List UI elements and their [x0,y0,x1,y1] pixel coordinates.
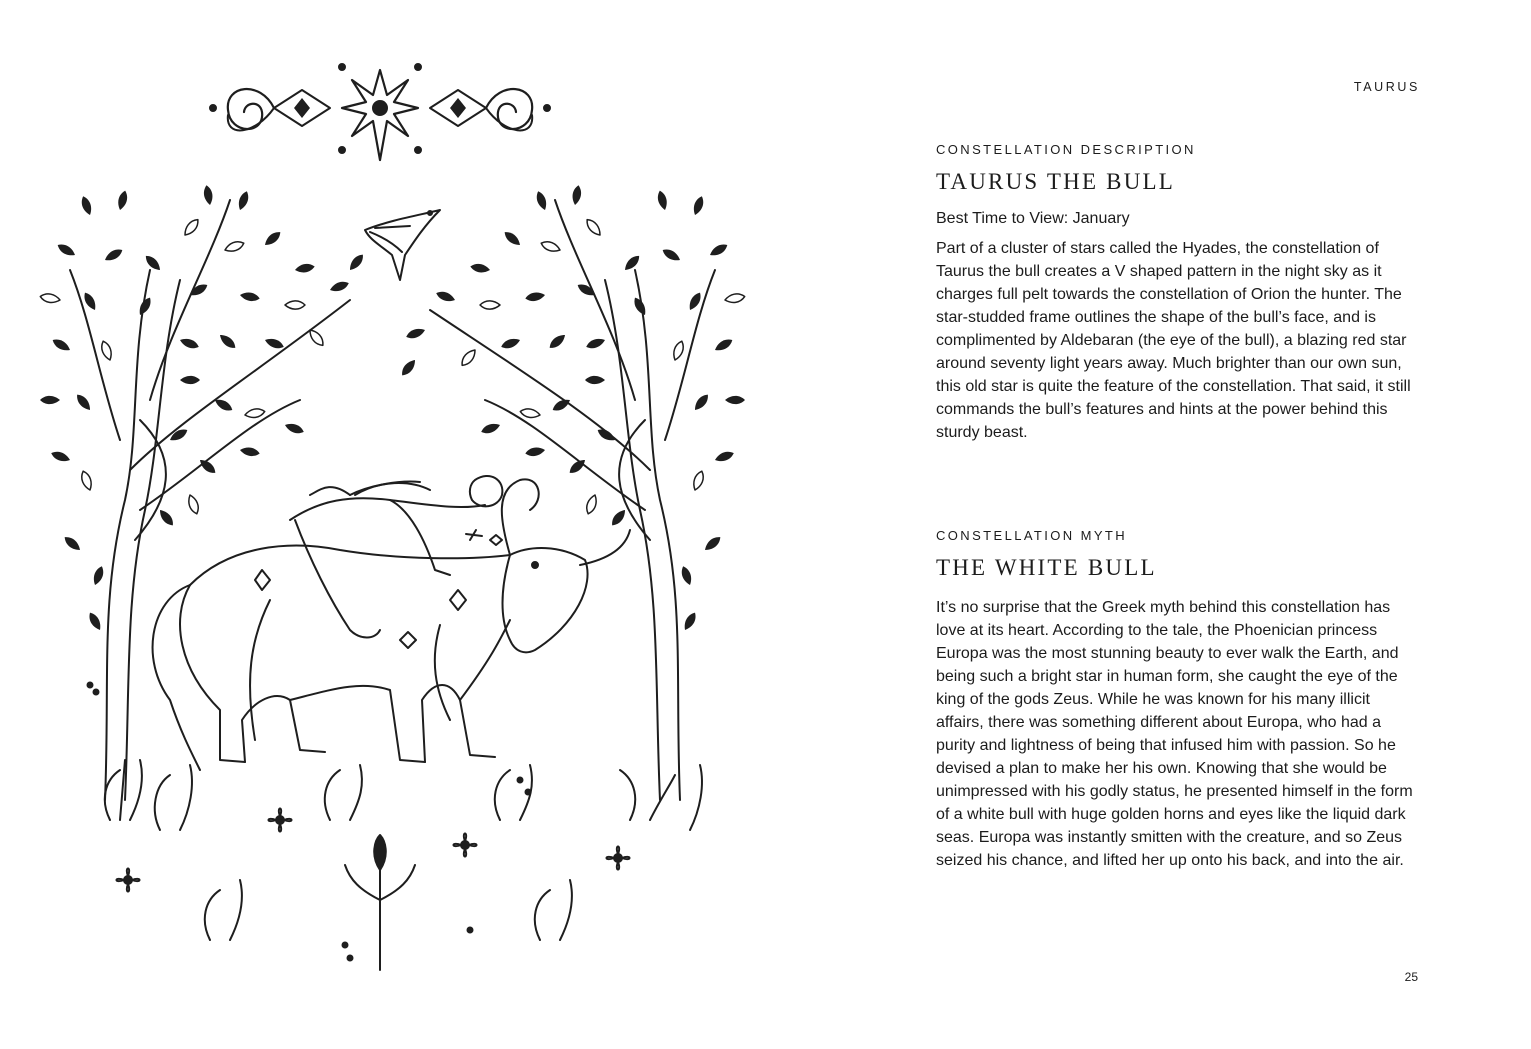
best-time: Best Time to View: January [936,210,1130,227]
right-tree [399,185,745,800]
description-body: Part of a cluster of stars called the Hyades, the constellation of Taurus the bull creates a V shaped pattern in the night sky as it charges full pelt towards the constellation of Orion the hunter. The star-studded frame outlines the shape of the bull’s face, and is complimented by Aldebaran (the eye of the bull), a blazing red star around seventy light years away. Much brighter than our own sun, this old star is quite the feature of the constellation. That said, it still commands the bull’s features and hints at the power behind this sturdy beast. [936,240,1411,441]
page-number: 25 [1404,970,1418,984]
myth-title: THE WHITE BULL [936,555,1157,580]
bull-and-europa-illustration [30,40,760,980]
bull-figure [153,476,630,770]
star-ornament [210,64,550,160]
myth-section [936,528,1436,872]
daisy-flower [269,809,292,832]
left-tree [40,185,366,800]
myth-eyebrow: CONSTELLATION MYTH [936,528,1128,543]
description-title: TAURUS THE BULL [936,169,1176,194]
description-eyebrow: CONSTELLATION DESCRIPTION [936,142,1196,157]
myth-body: It’s no surprise that the Greek myth behind this constellation has love at its heart. According to the tale, the Phoenician princess Europa was the most stunning beauty to ever walk the Earth, and being such a bright star in human form, she caught the eye of the king of the gods Zeus. While he was known for his many illicit affairs, there was something different about Europa, who had a purity and lightness of being that infused him with passion. So he devised a plan to make her his own. Knowing that she would be unimpressed with his godly status, he presented himself in the form of a white bull with huge golden horns and eyes like the liquid dark seas. Europa was instantly smitten with the creature, and so Zeus seized his chance, and lifted her up onto his back, and into the air. [936,599,1413,869]
bird-icon [365,210,440,280]
running-head: TAURUS [1353,80,1420,94]
description-section [936,142,1436,444]
